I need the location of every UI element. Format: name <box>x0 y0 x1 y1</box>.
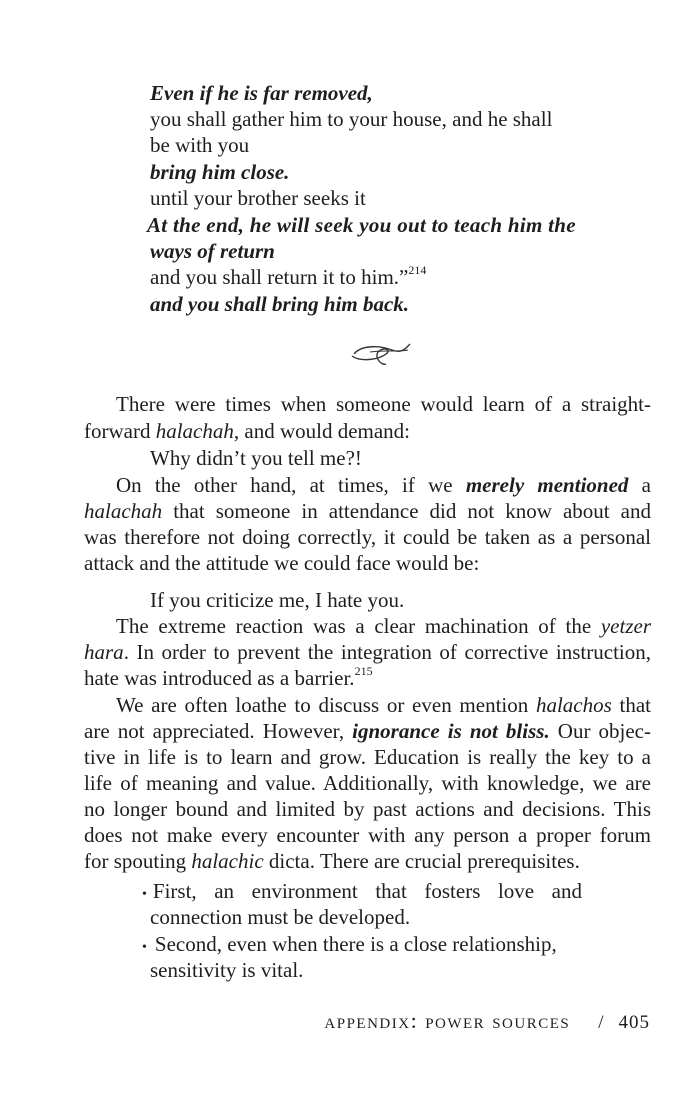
bullet-1-line-2: connection must be developed. <box>150 905 411 929</box>
poem-line-6: At the end, he will seek you out to teach him the <box>147 213 576 237</box>
text-run: for spouting <box>84 849 192 873</box>
paragraph-3-line-2 <box>84 639 651 665</box>
paragraph-2-line-1 <box>116 472 651 498</box>
paragraph-4-line-7 <box>84 848 651 874</box>
term-halachah: halachah <box>155 419 234 443</box>
term-halachic: halachic <box>191 849 264 873</box>
paragraph-2-line-4: attack and the attitude we could face would be: <box>84 551 480 575</box>
flourish-ornament-icon <box>348 340 414 368</box>
term-yetzer: yetzer <box>600 614 651 638</box>
paragraph-1-line-2 <box>84 418 651 444</box>
footnote-ref-214[interactable]: 214 <box>408 263 427 277</box>
text-run: . In order to prevent the integration of corrective instruction, <box>123 640 651 664</box>
text-run: forward <box>84 419 156 443</box>
emphasis-merely-mentioned: merely mentioned <box>465 473 629 497</box>
paragraph-4-line-1 <box>116 692 651 718</box>
text-run: a <box>628 473 652 497</box>
poem-line-2: you shall gather him to your house, and he shall <box>150 107 553 131</box>
page-footer <box>324 1008 650 1034</box>
poem-line-9: and you shall bring him back. <box>150 292 410 316</box>
poem-line-8-text: and you shall return it to him.” <box>150 265 409 289</box>
paragraph-2-line-2 <box>84 498 651 524</box>
poem-line-7: ways of return <box>150 239 275 263</box>
paragraph-4-line-2 <box>84 718 651 744</box>
text-run: that <box>611 693 651 717</box>
text-run: are not appreciated. However, <box>84 719 353 743</box>
paragraph-4-line-6: does not make every encounter with any person a proper forum <box>84 823 651 847</box>
paragraph-4-line-4: life of meaning and value. Additionally, with knowledge, we are <box>84 771 651 795</box>
poem-line-8 <box>150 264 426 290</box>
paragraph-1-line-1: There were times when someone would learn of a straight- <box>116 392 651 416</box>
quote-1: Why didn’t you tell me?! <box>150 446 362 470</box>
paragraph-3-line-1 <box>116 613 651 639</box>
term-halachah: halachah <box>84 499 163 523</box>
poem-line-1: Even if he is far removed, <box>150 81 373 105</box>
bullet-icon: • <box>142 887 147 902</box>
paragraph-3-line-3 <box>84 665 651 691</box>
quote-2: If you criticize me, I hate you. <box>150 588 405 612</box>
text-run: We are often loathe to discuss or even mention <box>116 693 536 717</box>
emphasis-ignorance: ignorance is not bliss. <box>352 719 550 743</box>
paragraph-4-line-5: no longer bound and limited by past actions and decisions. This <box>84 797 651 821</box>
poem-line-3: be with you <box>150 133 250 157</box>
bullet-2-line-2: sensitivity is vital. <box>150 958 304 982</box>
paragraph-2-line-3: was therefore not doing correctly, it could be taken as a personal <box>84 525 651 549</box>
bullet-2-line-1: Second, even when there is a close relationship, <box>154 932 557 956</box>
bullet-1-line-1: First, an environment that fosters love and <box>152 879 582 903</box>
poem-line-4: bring him close. <box>150 160 290 184</box>
term-hara: hara <box>84 640 124 664</box>
bullet-icon: • <box>142 940 147 955</box>
text-run: hate was introduced as a barrier. <box>84 666 355 690</box>
text-run: that someone in attendance did not know about and <box>162 499 651 523</box>
footnote-ref-215[interactable]: 215 <box>354 664 373 678</box>
text-run: Our objec- <box>549 719 651 743</box>
footer-separator: / <box>598 1012 605 1033</box>
term-halachos: halachos <box>535 693 612 717</box>
text-run: dicta. There are crucial prerequisites. <box>263 849 580 873</box>
poem-line-5: until your brother seeks it <box>150 186 366 210</box>
paragraph-4-line-3: tive in life is to learn and grow. Education is really the key to a <box>84 745 651 769</box>
page-number: 405 <box>618 1012 650 1033</box>
text-run: The extreme reaction was a clear machination of the <box>116 614 601 638</box>
text-run: , and would demand: <box>233 419 411 443</box>
running-head: appendix: power sources <box>324 1008 571 1033</box>
text-run: On the other hand, at times, if we <box>116 473 466 497</box>
